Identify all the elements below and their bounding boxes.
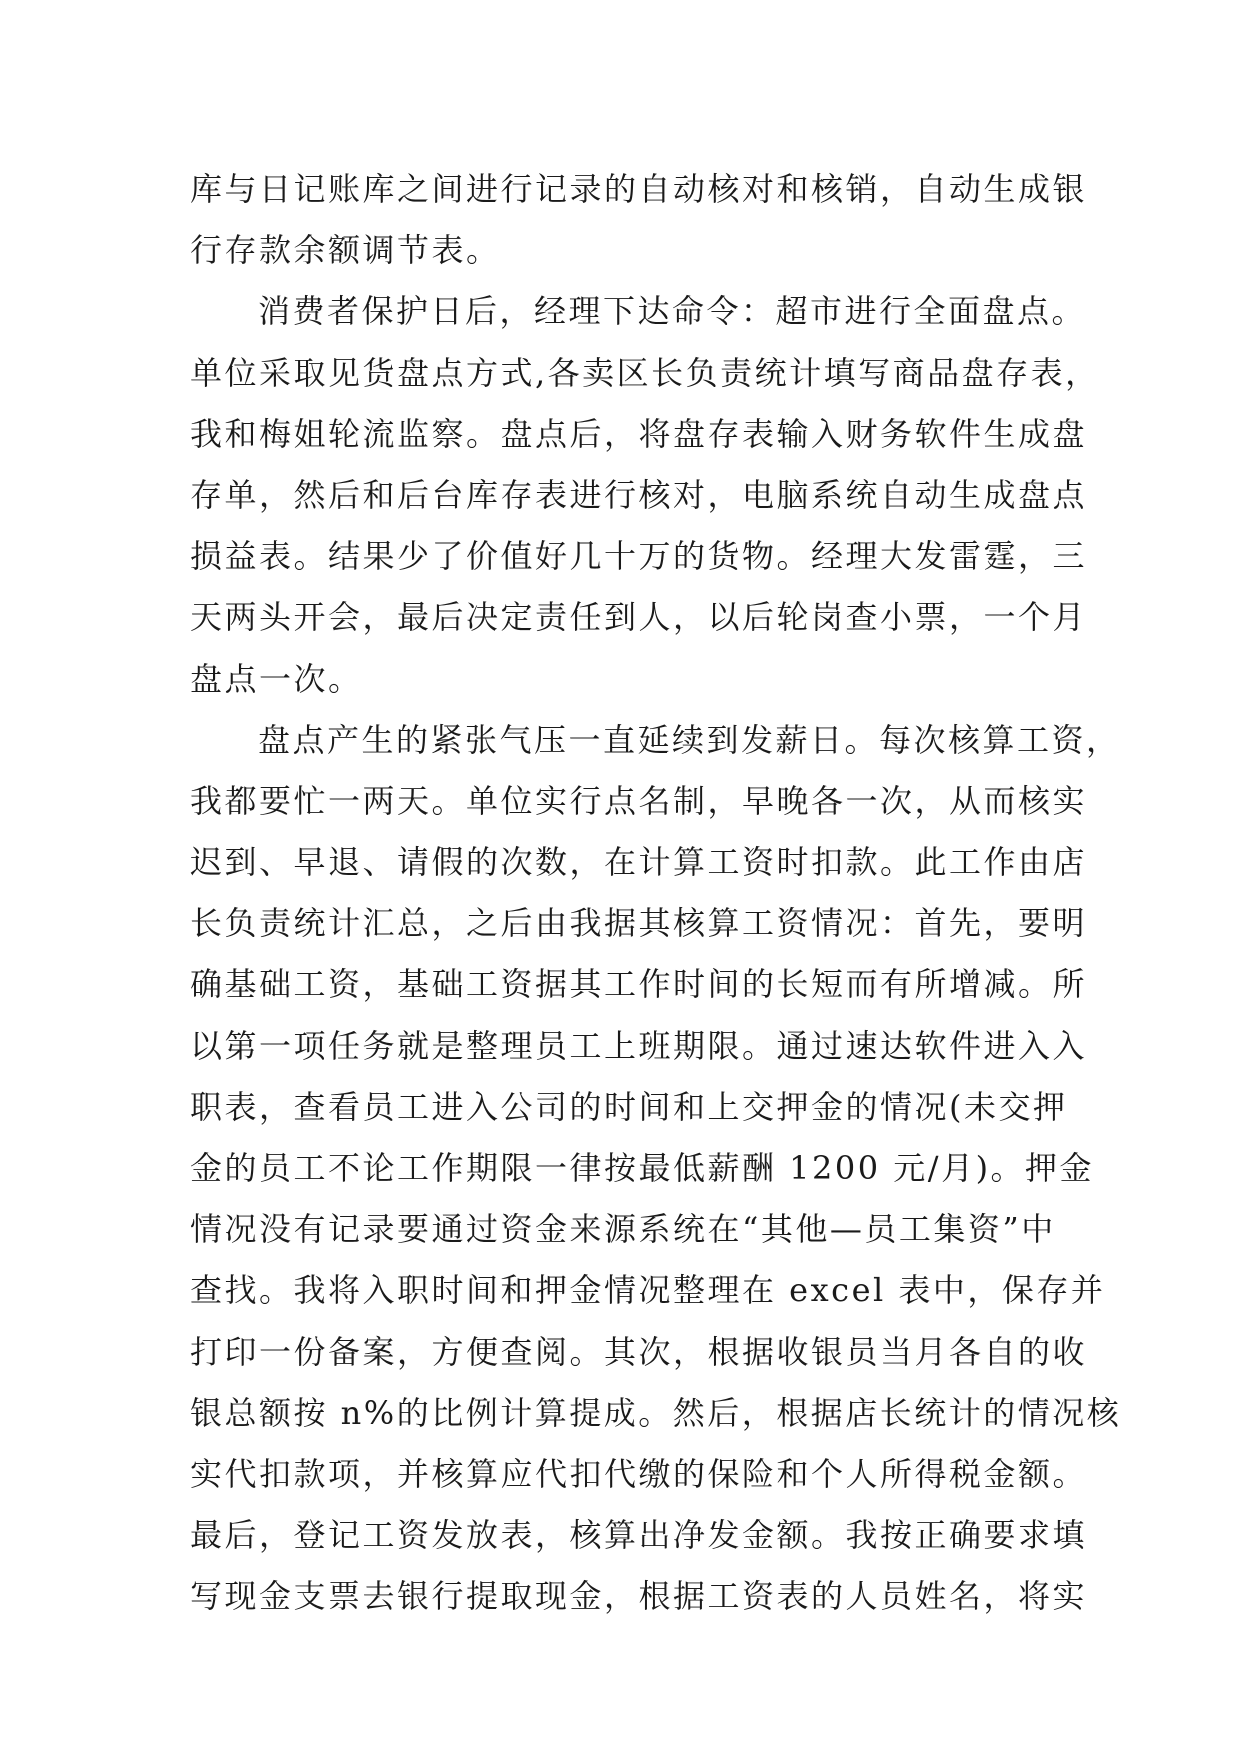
paragraph-line: 职表，查看员工进入公司的时间和上交押金的情况(未交押 xyxy=(190,1087,1068,1126)
paragraph-line: 以第一项任务就是整理员工上班期限。通过速达软件进入入 xyxy=(190,1026,1088,1065)
paragraph xyxy=(190,281,1100,709)
paragraph-line: 我都要忙一两天。单位实行点名制，早晚各一次，从而核实 xyxy=(190,781,1088,820)
paragraph xyxy=(190,710,1122,1628)
paragraph-line: 盘点一次。 xyxy=(190,659,363,698)
paragraph-line: 损益表。结果少了价值好几十万的货物。经理大发雷霆，三 xyxy=(190,537,1088,576)
paragraph-line: 盘点产生的紧张气压一直延续到发薪日。每次核算工资， xyxy=(258,720,1121,759)
paragraph-line: 情况没有记录要通过资金来源系统在“其他—员工集资”中 xyxy=(190,1210,1056,1249)
paragraph xyxy=(190,159,1088,281)
paragraph-line: 长负责统计汇总，之后由我据其核算工资情况：首先，要明 xyxy=(190,904,1088,943)
paragraph-line: 最后，登记工资发放表，核算出净发金额。我按正确要求填 xyxy=(190,1516,1088,1555)
paragraph-line: 查找。我将入职时间和押金情况整理在 excel 表中，保存并 xyxy=(190,1271,1106,1310)
paragraph-line: 打印一份备案，方便查阅。其次，根据收银员当月各自的收 xyxy=(190,1332,1088,1371)
paragraph-line: 金的员工不论工作期限一律按最低薪酬 1200 元/月)。押金 xyxy=(190,1149,1095,1187)
paragraph-line: 确基础工资，基础工资据其工作时间的长短而有所增减。所 xyxy=(190,965,1088,1004)
paragraph-line: 消费者保护日后，经理下达命令：超市进行全面盘点。 xyxy=(258,292,1087,331)
paragraph-line: 银总额按 n%的比例计算提成。然后，根据店长统计的情况核 xyxy=(190,1393,1122,1432)
document-body xyxy=(190,159,1122,1628)
paragraph-line: 库与日记账库之间进行记录的自动核对和核销，自动生成银 xyxy=(190,170,1088,208)
paragraph-line: 行存款余额调节表。 xyxy=(190,231,501,270)
paragraph-line: 存单，然后和后台库存表进行核对，电脑系统自动生成盘点 xyxy=(190,475,1088,514)
paragraph-line: 我和梅姐轮流监察。盘点后，将盘存表输入财务软件生成盘 xyxy=(190,414,1088,453)
paragraph-line: 实代扣款项，并核算应代扣代缴的保险和个人所得税金额。 xyxy=(190,1454,1088,1493)
paragraph-line: 写现金支票去银行提取现金，根据工资表的人员姓名，将实 xyxy=(190,1577,1088,1616)
paragraph-line: 单位采取见货盘点方式,各卖区长负责统计填写商品盘存表， xyxy=(190,353,1100,392)
paragraph-line: 天两头开会，最后决定责任到人，以后轮岗查小票，一个月 xyxy=(190,598,1088,637)
paragraph-line: 迟到、早退、请假的次数，在计算工资时扣款。此工作由店 xyxy=(190,843,1088,882)
